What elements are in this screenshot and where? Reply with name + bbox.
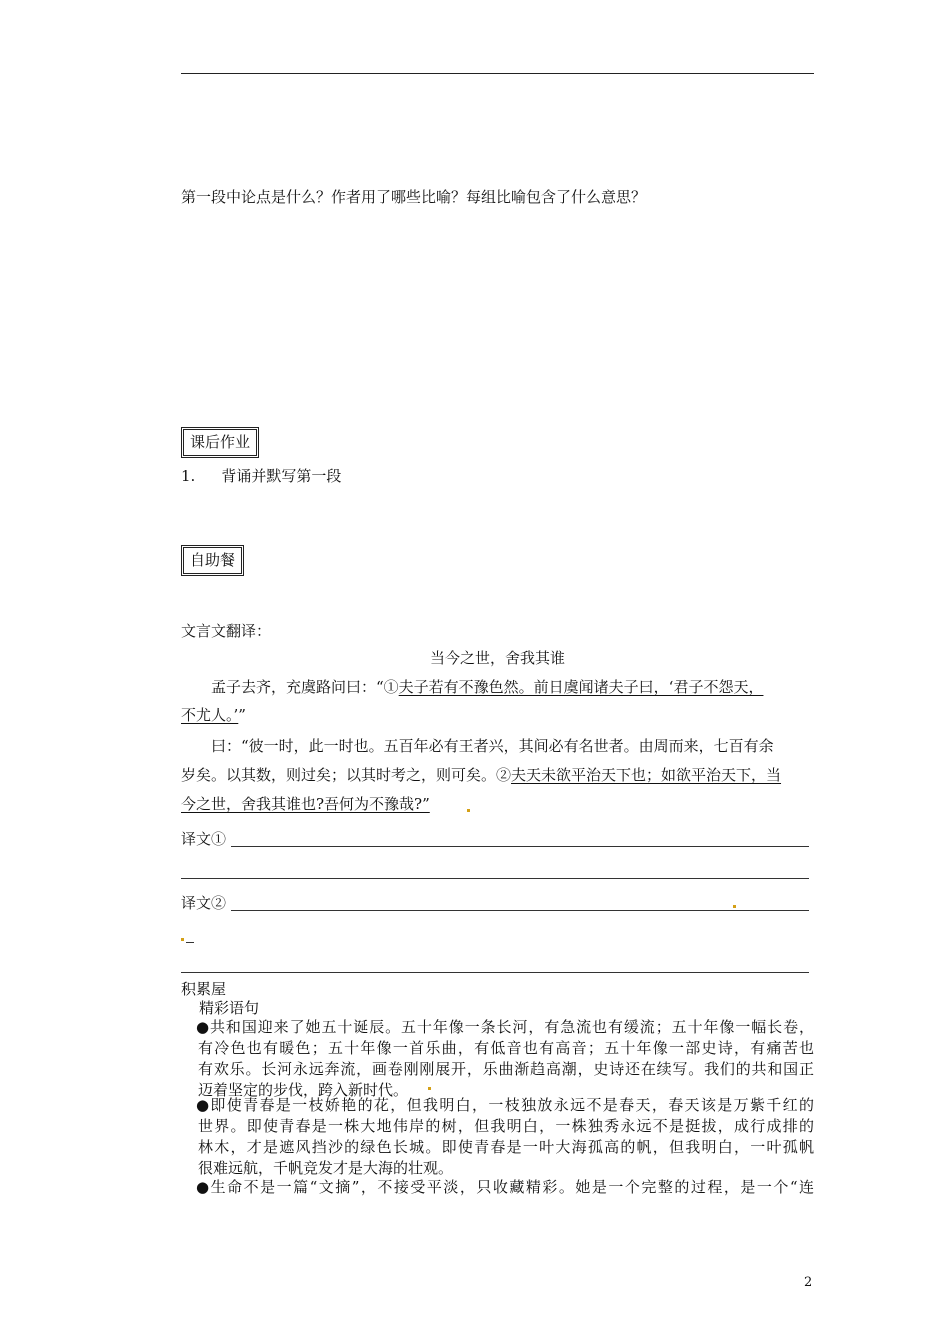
jilei-heading: 积累屋 [181,980,227,998]
quote-2-line: 林木，才是遮风挡沙的绿色长城。即使青春是一叶大海孤高的帆，但我明白，一叶孤帆 [198,1138,814,1156]
passage-p2-line3 [181,794,430,814]
quote-2-line: ●即使青春是一枝娇艳的花，但我明白，一枝独放永远不是春天，春天该是万紫千红的 [196,1096,814,1114]
quote-3-line: ●生命不是一篇“文摘”，不接受平淡，只收藏精彩。她是一个完整的过程，是一个“连 [196,1178,814,1196]
quote-2 [196,1095,814,1179]
short-blank [186,942,194,943]
translation-1-label: 译文① [181,830,227,848]
passage-p1-line1 [211,677,763,697]
p1-underlined-1: 夫子若有不豫色然。前日虞闻诸夫子曰，‘君子不怨天， [398,678,764,696]
page-number: 2 [804,1275,813,1290]
translation-1-blank-2[interactable] [181,878,809,879]
p2-underlined-2: 今之世，舍我其谁也?吾何为不豫哉?” [181,795,430,813]
homework-heading: 课后作业 [181,427,259,458]
quote-3 [196,1177,814,1198]
quote-1 [196,1017,814,1101]
translation-2-blank-2[interactable] [181,972,809,973]
p2-underlined-1: 夫天未欲平治天下也；如欲平治天下，当 [511,766,782,784]
quote-1-line: ●共和国迎来了她五十诞辰。五十年像一条长河，有急流也有缓流；五十年像一幅长卷， [196,1018,814,1036]
p1-underlined-2: 不尤人。’ [181,706,239,724]
quote-2-line: 很难远航，千帆竞发才是大海的壮观。 [198,1159,454,1177]
translation-2-label: 译文② [181,894,227,912]
p1-suffix: ” [238,706,246,724]
header-rule [181,73,814,74]
section-label: 文言文翻译： [181,622,272,640]
homework-item [181,466,341,486]
quote-1-line: 有欢乐。长河永远奔流，画卷刚刚展开，乐曲渐趋高潮，史诗还在续写。我们的共和国正 [198,1060,814,1078]
margin-mark-dot [181,938,184,941]
p1-prefix: 孟子去齐，充虞路问曰：“① [211,678,399,696]
passage-p2-line2 [181,765,781,785]
question-text: 第一段中论点是什么？作者用了哪些比喻？每组比喻包含了什么意思？ [181,188,647,206]
passage-p2-line1: 曰：“彼一时，此一时也。五百年必有王者兴，其间必有名世者。由周而来，七百有余 [211,737,774,755]
homework-item-text: 背诵并默写第一段 [221,467,342,485]
margin-mark-dot [467,809,470,812]
margin-mark-dot [428,1087,431,1090]
passage-title: 当今之世，舍我其谁 [429,649,565,667]
passage-p1-line2 [181,705,246,725]
homework-item-number: 1. [181,467,196,485]
translation-2-blank[interactable] [231,910,809,911]
selfhelp-heading: 自助餐 [181,545,244,576]
jilei-subheading: 精彩语句 [199,999,260,1017]
quote-1-line: 有冷色也有暖色；五十年像一首乐曲，有低音也有高音；五十年像一部史诗，有痛苦也 [198,1039,814,1057]
quote-1-line: 迈着坚定的步伐，跨入新时代。 [198,1081,409,1099]
translation-1-blank[interactable] [231,846,809,847]
p2-prefix: 岁矣。以其数，则过矣；以其时考之，则可矣。② [181,766,512,784]
quote-2-line: 世界。即使青春是一株大地伟岸的树，但我明白，一株独秀永远不是挺拔，成行成排的 [198,1117,814,1135]
homework-heading-box [181,427,259,458]
margin-mark-dot [733,905,736,908]
selfhelp-heading-box [181,545,244,576]
